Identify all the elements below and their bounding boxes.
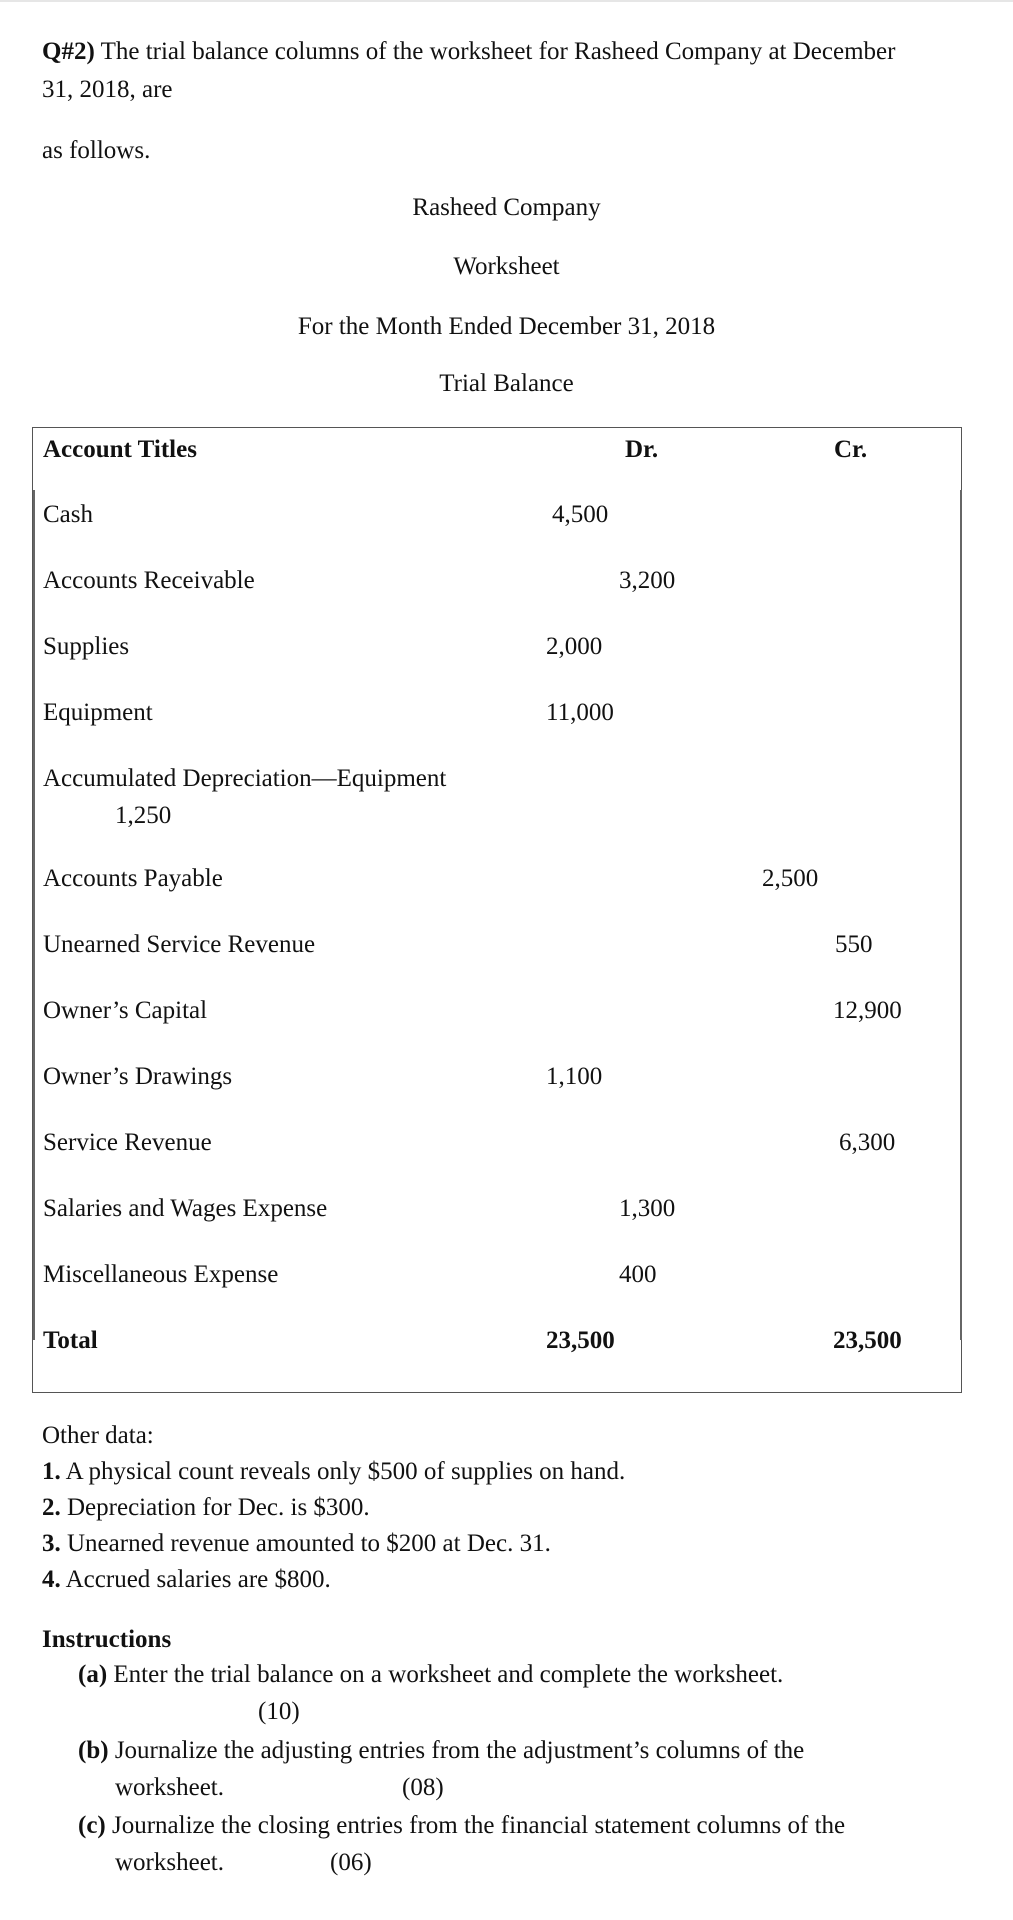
table-row — [33, 1118, 961, 1184]
row-label-cash: Cash — [43, 501, 93, 528]
row-value-accumulated-depreciation: 1,250 — [115, 802, 172, 829]
header-cr: Cr. — [834, 436, 868, 463]
instruction-c-cont: worksheet. — [115, 1849, 224, 1876]
row-label-owners-capital: Owner’s Capital — [43, 997, 208, 1024]
item-number: 3. — [42, 1530, 61, 1557]
instruction-b-cont: worksheet. — [115, 1774, 224, 1801]
row-value-salaries-wages-expense: 1,300 — [619, 1195, 676, 1222]
row-value-accounts-payable: 2,500 — [762, 865, 819, 892]
row-label-accounts-receivable: Accounts Receivable — [43, 567, 255, 594]
other-data-item — [42, 1458, 625, 1486]
row-label-accounts-payable: Accounts Payable — [43, 865, 223, 892]
row-value-equipment: 11,000 — [546, 699, 614, 726]
total-dr: 23,500 — [546, 1327, 615, 1354]
table-row — [33, 754, 961, 854]
trial-balance-table — [32, 427, 962, 1393]
instruction-a — [78, 1661, 783, 1689]
row-label-supplies: Supplies — [43, 633, 130, 660]
question-line-3: as follows. — [42, 137, 151, 164]
top-border — [0, 0, 1013, 2]
instruction-b — [78, 1737, 804, 1765]
row-label-service-revenue: Service Revenue — [43, 1129, 212, 1156]
other-data-title: Other data: — [42, 1422, 154, 1449]
instruction-a-key: (a) — [78, 1661, 108, 1688]
row-value-unearned-service-revenue: 550 — [835, 931, 873, 958]
row-value-owners-drawings: 1,100 — [546, 1063, 603, 1090]
other-data-item — [42, 1494, 370, 1522]
total-cr: 23,500 — [833, 1327, 902, 1354]
instruction-a-text: Enter the trial balance on a worksheet and complete the worksheet. — [113, 1661, 784, 1688]
item-number: 1. — [42, 1458, 61, 1485]
table-header — [33, 428, 961, 494]
row-value-supplies: 2,000 — [546, 633, 603, 660]
row-value-owners-capital: 12,900 — [833, 997, 902, 1024]
table-row — [33, 490, 961, 556]
item-text: Unearned revenue amounted to $200 at Dec. 31. — [67, 1530, 551, 1557]
row-label-owners-drawings: Owner’s Drawings — [43, 1063, 233, 1090]
instruction-c-marks: (06) — [330, 1849, 372, 1876]
item-number: 4. — [42, 1566, 61, 1593]
table-row — [33, 622, 961, 688]
row-value-miscellaneous-expense: 400 — [619, 1261, 657, 1288]
table-row — [33, 1184, 961, 1250]
table-row — [33, 1052, 961, 1118]
instruction-b-key: (b) — [78, 1737, 109, 1764]
row-value-service-revenue: 6,300 — [839, 1129, 896, 1156]
table-row — [33, 688, 961, 754]
row-label-miscellaneous-expense: Miscellaneous Expense — [43, 1261, 279, 1288]
other-data-item — [42, 1530, 551, 1558]
header-account-titles: Account Titles — [43, 436, 197, 463]
item-text: Accrued salaries are $800. — [65, 1566, 331, 1593]
row-value-accounts-receivable: 3,200 — [619, 567, 676, 594]
row-value-cash: 4,500 — [552, 501, 609, 528]
question-line-1 — [42, 38, 895, 66]
other-data-item — [42, 1566, 331, 1594]
table-row — [33, 556, 961, 622]
instruction-b-marks: (08) — [402, 1774, 444, 1801]
table-total-row — [33, 1316, 961, 1382]
row-label-equipment: Equipment — [43, 699, 153, 726]
header-dr: Dr. — [625, 436, 659, 463]
table-row — [33, 1250, 961, 1316]
item-text: A physical count reveals only $500 of supplies on hand. — [65, 1458, 626, 1485]
row-label-unearned-service-revenue: Unearned Service Revenue — [43, 931, 316, 958]
instruction-a-marks: (10) — [258, 1698, 300, 1725]
instruction-c-text: Journalize the closing entries from the financial statement columns of the — [112, 1812, 846, 1839]
total-label: Total — [43, 1327, 98, 1354]
company-name: Rasheed Company — [412, 194, 601, 221]
row-label-salaries-wages-expense: Salaries and Wages Expense — [43, 1195, 328, 1222]
worksheet-title: Worksheet — [453, 253, 560, 280]
question-text-1: The trial balance columns of the worksheet for Rasheed Company at December — [100, 38, 896, 65]
instructions-title: Instructions — [42, 1626, 172, 1653]
instruction-c — [78, 1812, 845, 1840]
question-line-2: 31, 2018, are — [42, 76, 173, 103]
table-row — [33, 986, 961, 1052]
instruction-b-text: Journalize the adjusting entries from the adjustment’s columns of the — [114, 1737, 805, 1764]
table-row — [33, 854, 961, 920]
item-text: Depreciation for Dec. is $300. — [67, 1494, 370, 1521]
section-title: Trial Balance — [439, 370, 574, 397]
table-row — [33, 920, 961, 986]
instruction-c-key: (c) — [78, 1812, 106, 1839]
question-number: Q#2) — [42, 38, 95, 65]
period-title: For the Month Ended December 31, 2018 — [297, 313, 716, 340]
row-label-accumulated-depreciation: Accumulated Depreciation—Equipment — [43, 765, 447, 792]
item-number: 2. — [42, 1494, 61, 1521]
